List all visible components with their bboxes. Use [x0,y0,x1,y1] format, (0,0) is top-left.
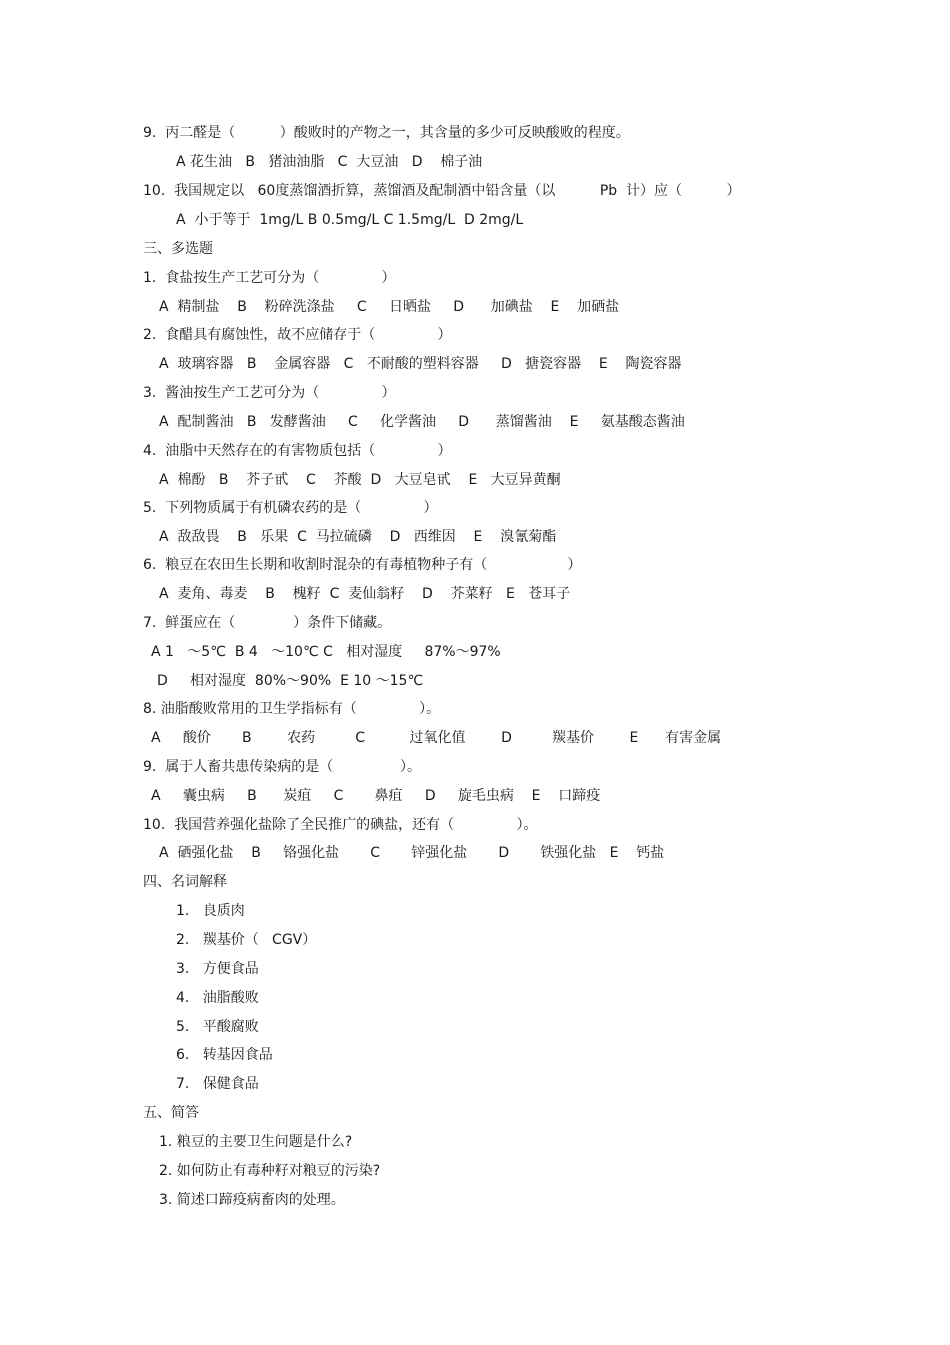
mc-question-2: 2. 食醋具有腐蚀性，故不应储存于（ ） [143,327,452,343]
mc-question-4-options: A 棉酚 B 芥子甙 C 芥酸 D 大豆皂甙 E 大豆异黄酮 [159,472,561,488]
mc-question-5: 5. 下列物质属于有机磷农药的是（ ） [143,500,438,516]
mc-question-1: 1. 食盐按生产工艺可分为（ ） [143,270,396,286]
mc-question-7-options-a: A 1 ～5℃ B 4 ～10℃ C 相对湿度 87%～97% [151,644,501,660]
mc-question-5-options: A 敌敌畏 B 乐果 C 马拉硫磷 D 西维因 E 溴氰菊酯 [159,529,557,545]
term-item-3: 3. 方便食品 [176,961,259,977]
section-heading-short-answer: 五、简答 [143,1105,199,1121]
mc-question-9-options: A 囊虫病 B 炭疽 C 鼻疽 D 旋毛虫病 E 口蹄疫 [151,788,601,804]
section-heading-multiple-choice: 三、多选题 [143,241,213,257]
term-item-1: 1. 良质肉 [176,903,245,919]
question-9-mda: 9. 丙二醛是（ ）酸败时的产物之一，其含量的多少可反映酸败的程度。 [143,125,630,141]
mc-question-1-options: A 精制盐 B 粉碎洗涤盐 C 日晒盐 D 加碘盐 E 加硒盐 [159,299,620,315]
mc-question-2-options: A 玻璃容器 B 金属容器 C 不耐酸的塑料容器 D 搪瓷容器 E 陶瓷容器 [159,356,682,372]
mc-question-4: 4. 油脂中天然存在的有害物质包括（ ） [143,443,452,459]
mc-question-7-options-b: D 相对湿度 80%～90% E 10 ～15℃ [157,673,424,689]
question-10-options: A 小于等于 1mg/L B 0.5mg/L C 1.5mg/L D 2mg/L [176,212,524,228]
short-answer-2: 2. 如何防止有毒种籽对粮豆的污染? [159,1163,381,1179]
question-10-lead: 10. 我国规定以 60度蒸馏酒折算，蒸馏酒及配制酒中铅含量（以 Pb 计）应（ ） [143,183,741,199]
mc-question-3-options: A 配制酱油 B 发酵酱油 C 化学酱油 D 蒸馏酱油 E 氨基酸态酱油 [159,414,685,430]
mc-question-8-options: A 酸价 B 农药 C 过氧化值 D 羰基价 E 有害金属 [151,730,722,746]
mc-question-10: 10. 我国营养强化盐除了全民推广的碘盐，还有（ ）。 [143,817,538,833]
term-item-2: 2. 羰基价（ CGV） [176,932,317,948]
short-answer-3: 3. 简述口蹄疫病畜肉的处理。 [159,1192,345,1208]
mc-question-9: 9. 属于人畜共患传染病的是（ ）。 [143,759,422,775]
term-item-7: 7. 保健食品 [176,1076,259,1092]
mc-question-6-options: A 麦角、毒麦 B 槐籽 C 麦仙翁籽 D 芥菜籽 E 苍耳子 [159,586,571,602]
short-answer-1: 1. 粮豆的主要卫生问题是什么? [159,1134,353,1150]
question-9-options: A 花生油 B 猪油油脂 C 大豆油 D 棉子油 [176,154,483,170]
mc-question-8: 8. 油脂酸败常用的卫生学指标有（ ）。 [143,701,441,717]
mc-question-10-options: A 硒强化盐 B 铬强化盐 C 锌强化盐 D 铁强化盐 E 钙盐 [159,845,665,861]
mc-question-6: 6. 粮豆在农田生长期和收割时混杂的有毒植物种子有（ ） [143,557,582,573]
term-item-4: 4. 油脂酸败 [176,990,259,1006]
mc-question-7: 7. 鲜蛋应在（ ）条件下储藏。 [143,615,392,631]
term-item-6: 6. 转基因食品 [176,1047,273,1063]
term-item-5: 5. 平酸腐败 [176,1019,259,1035]
mc-question-3: 3. 酱油按生产工艺可分为（ ） [143,385,396,401]
section-heading-term-definitions: 四、名词解释 [143,874,227,890]
